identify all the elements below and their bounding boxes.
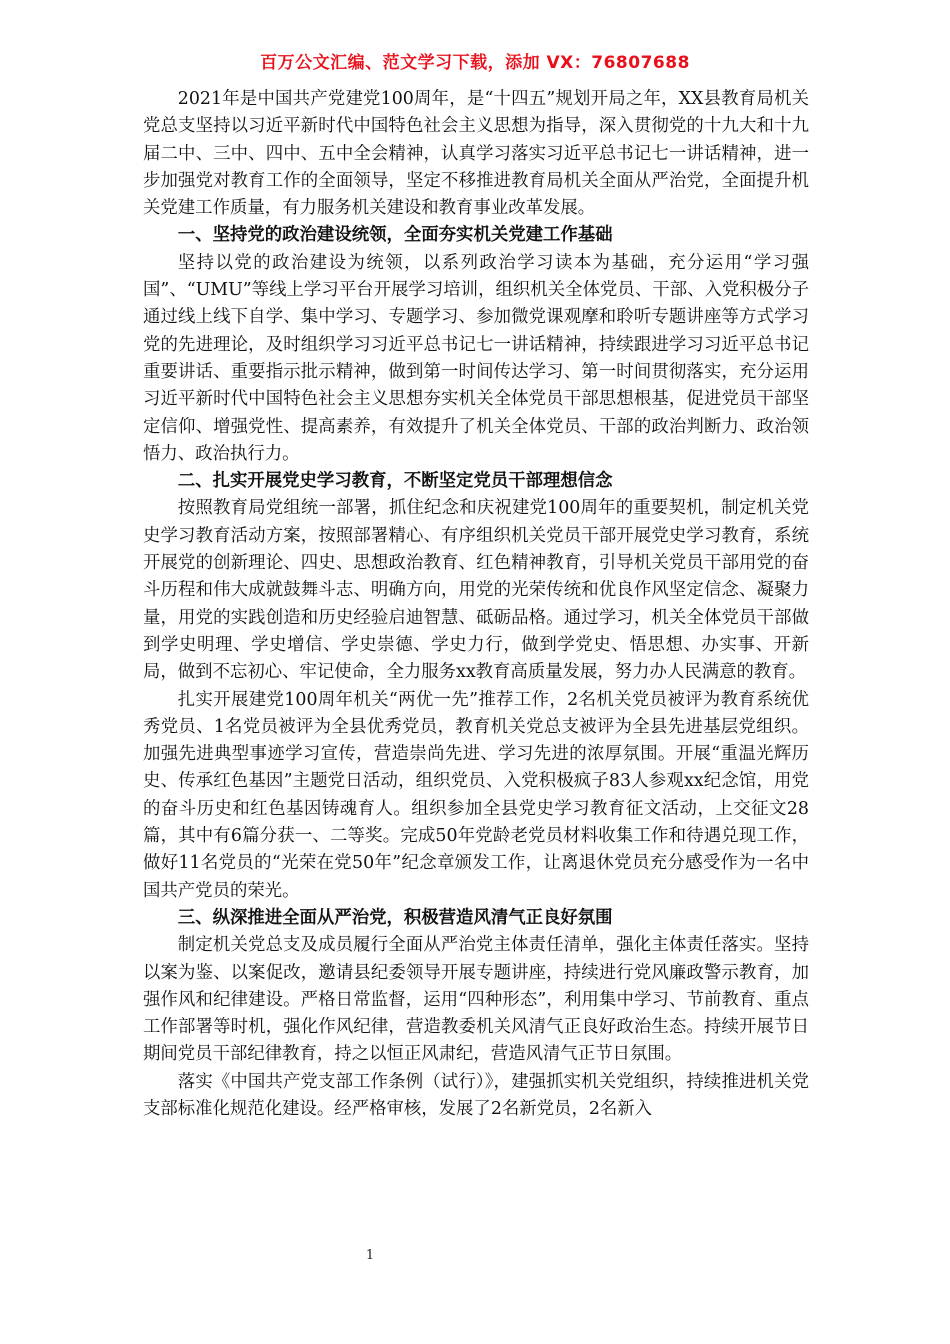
section-3-paragraph-2: 落实《中国共产党支部工作条例（试行）》，建强抓实机关党组织，持续推进机关党支部标准化规范化建设。经严格审核，发展了2名新党员，2名新入 [143,1071,809,1119]
section-1-heading: 一、坚持党的政治建设统领，全面夯实机关党建工作基础 [177,225,613,246]
intro-paragraph: 2021年是中国共产党建党100周年，是“十四五”规划开局之年，XX县教育局机关党总支坚持以习近平新时代中国特色社会主义思想为指导，深入贯彻党的十九大和十九届二中、三中、四中、五中全会精神，认真学习落实习近平总书记七一讲话精神，进一步加强党对教育工作的全面领导，坚定不移推进教育局机关全面从严治党，全面提升机关党建工作质量，有力服务机关建设和教育事业改革发展。 [143,89,809,219]
page-number: 1 [365,1248,375,1263]
section-1-paragraph-1: 坚持以党的政治建设为统领，以系列政治学习读本为基础，充分运用“学习强国”、“UMU”等线上学习平台开展学习培训，组织机关全体党员、干部、入党积极分子通过线上线下自学、集中学习、专题学习、参加微党课观摩和聆听专题讲座等方式学习党的先进理论，及时组织学习习近平总书记七一讲话精神，持续跟进学习习近平总书记重要讲话、重要指示批示精神，做到第一时间传达学习、第一时间贯彻落实，充分运用习近平新时代中国特色社会主义思想夯实机关全体党员干部思想根基，促进党员干部坚定信仰、增强党性、提高素养，有效提升了机关全体党员、干部的政治判断力、政治领悟力、政治执行力。 [143,252,809,464]
section-3-heading: 三、纵深推进全面从严治党，积极营造风清气正良好氛围 [177,907,613,928]
section-2-paragraph-2: 扎实开展建党100周年机关“两优一先”推荐工作，2名机关党员被评为教育系统优秀党员、1名党员被评为全县优秀党员，教育机关党总支被评为全县先进基层党组织。加强先进典型事迹学习宣传，营造崇尚先进、学习先进的浓厚氛围。开展“重温光辉历史、传承红色基因”主题党日活动，组织党员、入党积极疯子83人参观xx纪念馆，用党的奋斗历史和红色基因铸魂育人。组织参加全县党史学习教育征文活动，上交征文28篇，其中有6篇分获一、二等奖。完成50年党龄老党员材料收集工作和待遇兑现工作，做好11名党员的“光荣在党50年”纪念章颁发工作，让离退休党员充分感受作为一名中国共产党员的荣光。 [143,689,809,901]
document-body [143,86,809,1123]
section-2-heading: 二、扎实开展党史学习教育，不断坚定党员干部理想信念 [177,471,613,492]
watermark-banner: 百万公文汇编、范文学习下载，添加 VX：76807688 [260,53,690,73]
section-2-paragraph-1: 按照教育局党组统一部署，抓住纪念和庆祝建党100周年的重要契机，制定机关党史学习教育活动方案，按照部署精心、有序组织机关党员干部开展党史学习教育，系统开展党的创新理论、四史、思想政治教育、红色精神教育，引导机关党员干部用党的奋斗历程和伟大成就鼓舞斗志、明确方向，用党的光荣传统和优良作风坚定信念、凝聚力量，用党的实践创造和历史经验启迪智慧、砥砺品格。通过学习，机关全体党员干部做到学史明理、学史增信、学史崇德、学史力行，做到学党史、悟思想、办实事、开新局，做到不忘初心、牢记使命，全力服务xx教育高质量发展，努力办人民满意的教育。 [143,498,809,683]
section-3-paragraph-1: 制定机关党总支及成员履行全面从严治党主体责任清单，强化主体责任落实。坚持以案为鉴、以案促改，邀请县纪委领导开展专题讲座，持续进行党风廉政警示教育，加强作风和纪律建设。严格日常监督，运用“四种形态”，利用集中学习、节前教育、重点工作部署等时机，强化作风纪律，营造教委机关风清气正良好政治生态。持续开展节日期间党员干部纪律教育，持之以恒正风肃纪，营造风清气正节日氛围。 [143,935,809,1065]
